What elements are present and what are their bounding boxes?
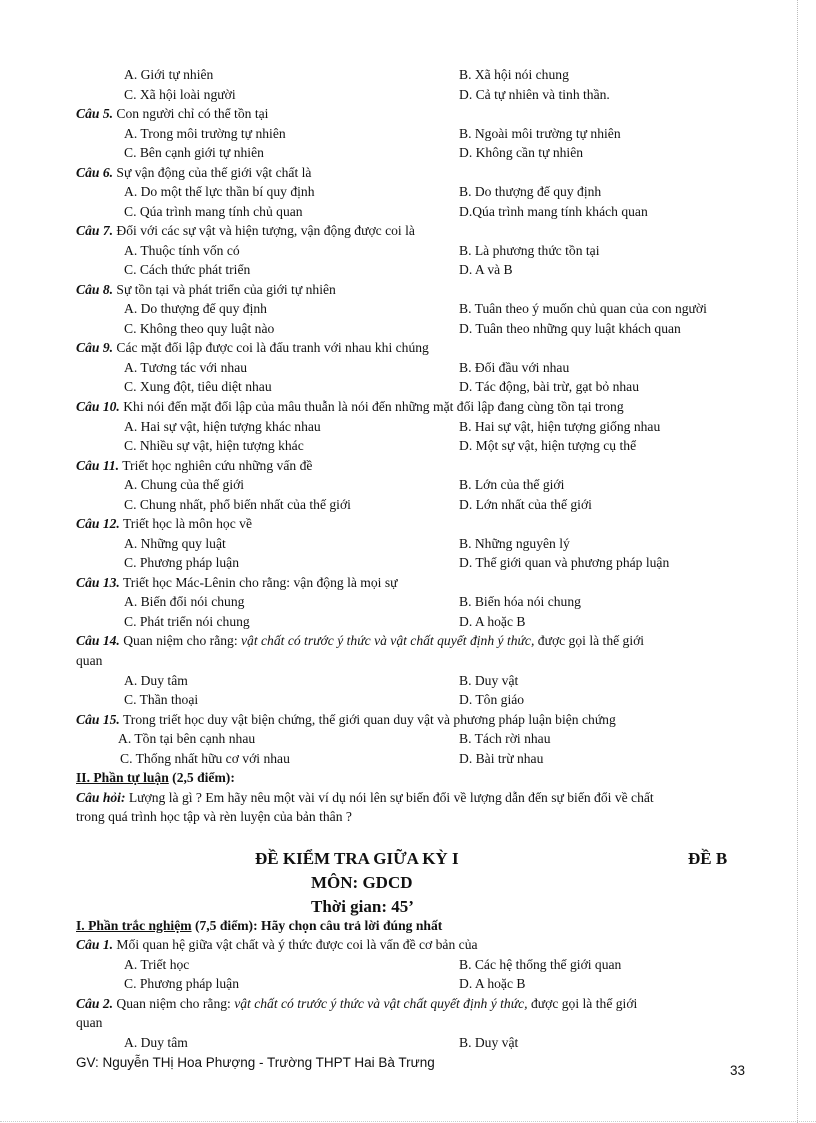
question [76, 995, 637, 1013]
question [76, 936, 478, 954]
part1-instructions: (7,5 điểm): Hãy chọn câu trả lời đúng nhất [191, 918, 443, 933]
option: A. Những quy luật [124, 536, 226, 551]
option: D. A hoặc B [459, 976, 526, 991]
question-text: Triết học là môn học về [119, 516, 252, 531]
option: C. Phương pháp luận [124, 555, 239, 570]
option: C. Phát triển nói chung [124, 614, 250, 629]
option: A. Biến đổi nói chung [124, 594, 245, 609]
option: B. Tuân theo ý muốn chủ quan của con người [459, 301, 707, 316]
question [76, 711, 616, 729]
question-number: Câu 2. [76, 996, 114, 1011]
option: D. Tôn giáo [459, 692, 525, 707]
question-text: Khi nói đến mặt đối lập của mâu thuẫn là nói đến những mặt đối lập đang cùng tồn tại trong [119, 399, 624, 414]
option: B. Duy vật [459, 1035, 519, 1050]
exam-time: Thời gian: 45’ [311, 897, 414, 916]
exam-code: ĐỀ B [688, 849, 728, 868]
question-text: Các mặt đối lập được coi là đấu tranh với nhau khi chúng [113, 340, 429, 355]
question-text: Quan niệm cho rằng: [119, 633, 242, 648]
question-text: Con người chỉ có thể tồn tại [113, 106, 269, 121]
part2-score: (2,5 điểm): [168, 770, 235, 785]
question-text: Triết học nghiên cứu những vấn đề [119, 458, 313, 473]
question-text: Sự vận động của thế giới vật chất là [113, 165, 312, 180]
question-text-end: được gọi là thế giới [527, 996, 638, 1011]
part1-title: I. Phần trắc nghiệm [76, 918, 192, 933]
question [76, 398, 624, 416]
option: D. Tác động, bài trừ, gạt bỏ nhau [459, 379, 640, 394]
question [76, 105, 268, 123]
question-number: Câu 11. [76, 458, 120, 473]
option: B. Ngoài môi trường tự nhiên [459, 126, 621, 141]
option: B. Các hệ thống thế giới quan [459, 957, 622, 972]
option: B. Biến hóa nói chung [459, 594, 581, 609]
option: A. Giới tự nhiên [124, 67, 214, 82]
option: C. Xã hội loài người [124, 87, 236, 102]
option: B. Lớn của thế giới [459, 477, 565, 492]
option: B. Hai sự vật, hiện tượng giống nhau [459, 419, 661, 434]
exam-subject: MÔN: GDCD [311, 873, 413, 892]
question-text: Đối với các sự vật và hiện tượng, vận động được coi là [113, 223, 415, 238]
exam-title: ĐỀ KIỂM TRA GIỮA KỲ I [255, 849, 459, 868]
question [76, 515, 252, 533]
option: A. Hai sự vật, hiện tượng khác nhau [124, 419, 321, 434]
question [76, 164, 311, 182]
option: D. Một sự vật, hiện tượng cụ thể [459, 438, 637, 453]
option: A. Chung của thế giới [124, 477, 245, 492]
question-number: Câu 1. [76, 937, 114, 952]
question-number: Câu 15. [76, 712, 120, 727]
option: A. Do thượng đế quy định [124, 301, 267, 316]
option: C. Nhiều sự vật, hiện tượng khác [124, 438, 304, 453]
page-number: 33 [730, 1063, 746, 1078]
question [76, 281, 336, 299]
option: B. Những nguyên lý [459, 536, 570, 551]
bottom-rule [0, 1121, 816, 1122]
option: C. Qúa trình mang tính chủ quan [124, 204, 303, 219]
option: D. Tuân theo những quy luật khách quan [459, 321, 681, 336]
option: C. Phương pháp luận [124, 976, 239, 991]
question-text-end: được gọi là thế giới [534, 633, 645, 648]
option: A. Duy tâm [124, 1035, 188, 1050]
question-continuation: quan [76, 653, 103, 668]
option: B. Là phương thức tồn tại [459, 243, 600, 258]
question-continuation: quan [76, 1015, 103, 1030]
essay-text: Lượng là gì ? Em hãy nêu một vài ví dụ nói lên sự biến đổi về lượng dẫn đến sự biến đổi về chất [125, 790, 654, 805]
essay-question [76, 789, 654, 807]
question-text: Sự tồn tại và phát triển của giới tự nhiên [113, 282, 336, 297]
question-text: Quan niệm cho rằng: [113, 996, 235, 1011]
option: C. Thần thoại [124, 692, 199, 707]
option: A. Trong môi trường tự nhiên [124, 126, 286, 141]
question-quote: vật chất có trước ý thức và vật chất quyết định ý thức, [241, 633, 535, 648]
question-number: Câu 6. [76, 165, 114, 180]
option: C. Không theo quy luật nào [124, 321, 275, 336]
part1-heading [76, 917, 442, 935]
question-number: Câu 13. [76, 575, 120, 590]
option: A. Do một thế lực thần bí quy định [124, 184, 315, 199]
question [76, 632, 644, 650]
option: A. Tồn tại bên cạnh nhau [118, 731, 256, 746]
option: A. Thuộc tính vốn có [124, 243, 240, 258]
question [76, 574, 398, 592]
margin-rule [797, 0, 798, 1123]
question-quote: vật chất có trước ý thức và vật chất quyết định ý thức, [234, 996, 528, 1011]
option: A. Duy tâm [124, 673, 188, 688]
option: B. Đối đầu với nhau [459, 360, 570, 375]
option: B. Xã hội nói chung [459, 67, 569, 82]
option: C. Chung nhất, phổ biến nhất của thế giới [124, 497, 351, 512]
question-text: Mối quan hệ giữa vật chất và ý thức được coi là vấn đề cơ bản của [113, 937, 478, 952]
option: C. Thống nhất hữu cơ với nhau [120, 751, 290, 766]
option: B. Duy vật [459, 673, 519, 688]
footer-author: GV: Nguyễn THị Hoa Phượng - Trường THPT Hai Bà Trưng [76, 1055, 435, 1070]
essay-label: Câu hỏi: [76, 790, 126, 805]
question-text: Trong triết học duy vật biện chứng, thế giới quan duy vật và phương pháp luận biện chứng [119, 712, 616, 727]
question-text: Triết học Mác-Lênin cho rằng: vận động là mọi sự [119, 575, 398, 590]
question-number: Câu 12. [76, 516, 120, 531]
essay-text-cont: trong quá trình học tập và rèn luyện của bản thân ? [76, 809, 352, 824]
option: D. Lớn nhất của thế giới [459, 497, 592, 512]
option: C. Cách thức phát triển [124, 262, 251, 277]
option: D.Qúa trình mang tính khách quan [459, 204, 648, 219]
option: D. A và B [459, 262, 513, 277]
question-number: Câu 9. [76, 340, 114, 355]
option: C. Xung đột, tiêu diệt nhau [124, 379, 272, 394]
option: C. Bên cạnh giới tự nhiên [124, 145, 264, 160]
question [76, 457, 312, 475]
option: D. Không cần tự nhiên [459, 145, 584, 160]
question-number: Câu 10. [76, 399, 120, 414]
option: D. A hoặc B [459, 614, 526, 629]
part2-heading [76, 769, 235, 787]
question-number: Câu 8. [76, 282, 114, 297]
part2-title: II. Phần tự luận [76, 770, 169, 785]
option: B. Tách rời nhau [459, 731, 551, 746]
question-number: Câu 7. [76, 223, 114, 238]
option: D. Bài trừ nhau [459, 751, 544, 766]
question-number: Câu 14. [76, 633, 120, 648]
question-number: Câu 5. [76, 106, 114, 121]
question [76, 339, 429, 357]
option: A. Tương tác với nhau [124, 360, 248, 375]
option: D. Thế giới quan và phương pháp luận [459, 555, 670, 570]
question [76, 222, 415, 240]
option: A. Triết học [124, 957, 190, 972]
option: D. Cả tự nhiên và tinh thần. [459, 87, 610, 102]
option: B. Do thượng đế quy định [459, 184, 602, 199]
